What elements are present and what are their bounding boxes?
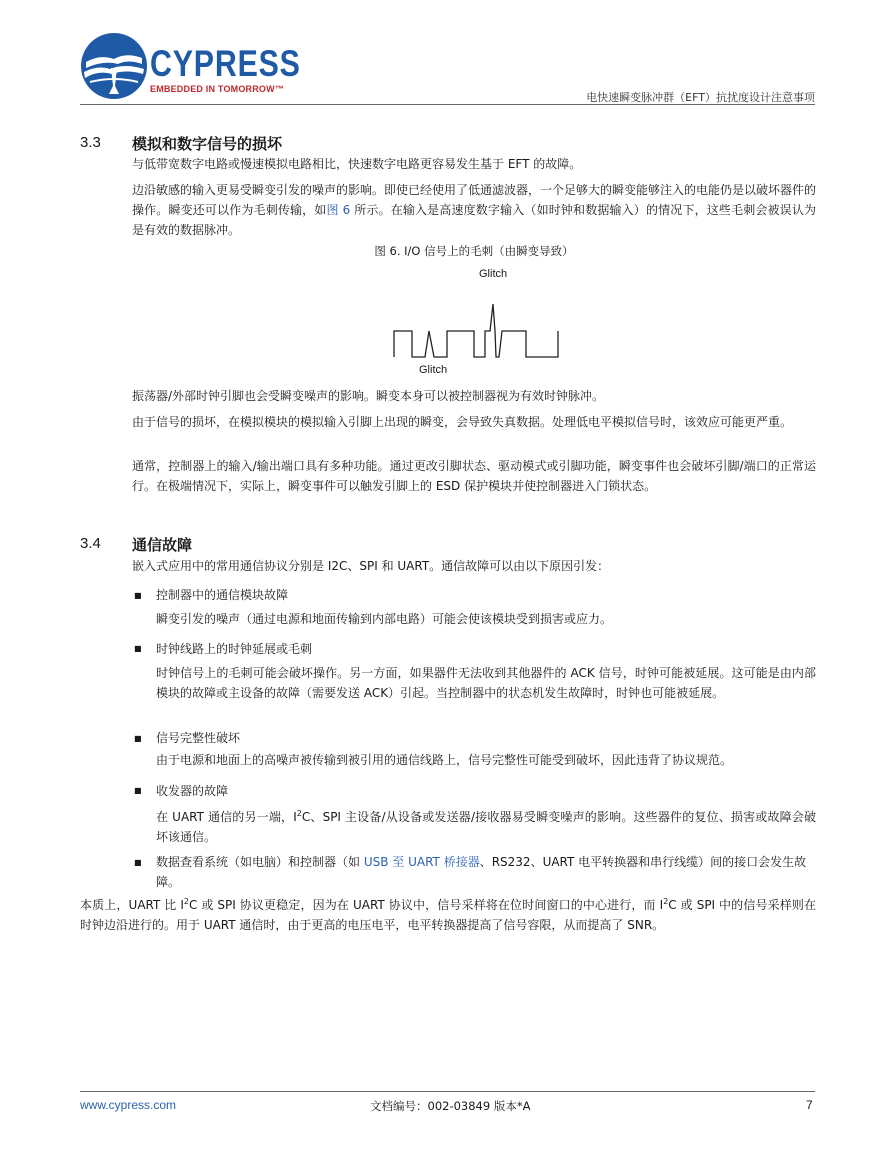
bullet-marker: ■ [134, 786, 142, 795]
bullet-item: 信号完整性破坏 [156, 731, 241, 745]
footer-divider [80, 1091, 815, 1092]
paragraph-text: 边沿敏感的输入更易受瞬变引发的噪声的影响。即使已经使用了低通滤波器，一个足够大的瞬变能够注入的电能仍是以破坏器件的操作。瞬变还可以作为毛刺传输，如 [132, 183, 817, 217]
usb-uart-bridge-link[interactable]: USB 至 UART 桥接器 [363, 855, 480, 869]
bullet-description [156, 804, 816, 847]
section-title: 模拟和数字信号的损坏 [132, 135, 283, 153]
superscript: 2 [663, 897, 669, 906]
logo-tagline: EMBEDDED IN TOMORROW™ [150, 84, 285, 94]
bullet-description: 瞬变引发的噪声（通过电源和地面传输到内部电路）可能会使该模块受到损害或应力。 [156, 612, 613, 626]
bullet-description: 由于电源和地面上的高噪声被传输到被引用的通信线路上，信号完整性可能受到破坏，因此违背了协议规范。 [156, 753, 733, 767]
summary-paragraph [80, 892, 816, 935]
text-fragment: C、SPI 主设备/从设备或发送器/接收器易受瞬变噪声的影响。这些器件的复位、损害或故障会破坏该通信。 [156, 810, 816, 844]
document-number: 文档编号：002-03849 版本*A [370, 1099, 531, 1113]
cypress-logo-wordmark: CYPRESS [150, 43, 301, 84]
text-fragment: 、RS232、UART 电平转换器和串行线缆）间的接口会发生故障。 [156, 855, 807, 889]
paragraph-text: 所示。在输入是高速度数字输入（如时钟和数据输入）的情况下，这些毛刺会被误认为是有效的数据脉冲。 [132, 203, 816, 237]
glitch-label-bottom: Glitch [419, 364, 448, 376]
text-fragment: 在 UART 通信的另一端，I [156, 810, 297, 824]
section-number: 3.4 [80, 535, 101, 552]
figure-link[interactable]: 图 6 [326, 203, 351, 217]
section-number: 3.3 [80, 134, 101, 151]
paragraph: 与低带宽数字电路或慢速模拟电路相比，快速数字电路更容易发生基于 EFT 的故障。 [132, 157, 582, 171]
paragraph: 嵌入式应用中的常用通信协议分别是 I2C、SPI 和 UART。通信故障可以由以下原因引发： [132, 559, 610, 573]
bullet-item: 时钟线路上的时钟延展或毛刺 [156, 642, 313, 656]
website-link[interactable]: www.cypress.com [80, 1098, 177, 1112]
superscript: 2 [183, 897, 190, 906]
section-title: 通信故障 [132, 536, 193, 554]
bullet-item [156, 852, 816, 892]
bullet-marker: ■ [134, 591, 142, 600]
text-fragment: 本质上，UART 比 I [80, 898, 184, 912]
cypress-logo-icon [80, 32, 148, 100]
bullet-description: 时钟信号上的毛刺可能会破坏操作。另一方面，如果器件无法收到其他器件的 ACK 信号，时钟可能被延展。这可能是由内部模块的故障或主设备的故障（需要发送 ACK）引起。当控制器中的状态机发生故障时，时钟也可能被延展。 [156, 666, 816, 700]
glitch-waveform-figure [390, 284, 562, 362]
bullet-marker: ■ [134, 734, 142, 743]
superscript: 2 [296, 809, 302, 818]
text-fragment: 数据查看系统（如电脑）和控制器（如 [156, 855, 364, 869]
figure-caption: 图 6. I/O 信号上的毛刺（由瞬变导致） [374, 244, 574, 258]
glitch-label-top: Glitch [479, 268, 508, 280]
paragraph: 由于信号的损坏，在模拟模块的模拟输入引脚上出现的瞬变，会导致失真数据。处理低电平模拟信号时，该效应可能更严重。 [132, 415, 793, 429]
bullet-marker: ■ [134, 644, 142, 653]
page-number: 7 [806, 1098, 813, 1112]
text-fragment: C 或 SPI 协议更稳定，因为在 UART 协议中，信号采样将在位时间窗口的中心进行，而 I [189, 898, 664, 912]
paragraph [132, 180, 816, 240]
paragraph: 振荡器/外部时钟引脚也会受瞬变噪声的影响。瞬变本身可以被控制器视为有效时钟脉冲。 [132, 389, 605, 403]
header-divider [80, 104, 815, 105]
bullet-item: 控制器中的通信模块故障 [156, 588, 289, 602]
bullet-marker: ■ [134, 858, 142, 867]
bullet-item: 收发器的故障 [156, 784, 229, 798]
text-fragment: C 或 SPI 中的信号采样则在时钟边沿进行的。用于 UART 通信时，由于更高的电压电平，电平转换器提高了信号容限，从而提高了 SNR。 [80, 898, 816, 932]
paragraph: 通常，控制器上的输入/输出端口具有多种功能。通过更改引脚状态、驱动模式或引脚功能，瞬变事件也会破坏引脚/端口的正常运行。在极端情况下，实际上，瞬变事件可以触发引脚上的 ESD 保护模块并使控制器进入门锁状态。 [132, 459, 816, 493]
document-title: 电快速瞬变脉冲群（EFT）抗扰度设计注意事项 [586, 91, 815, 104]
